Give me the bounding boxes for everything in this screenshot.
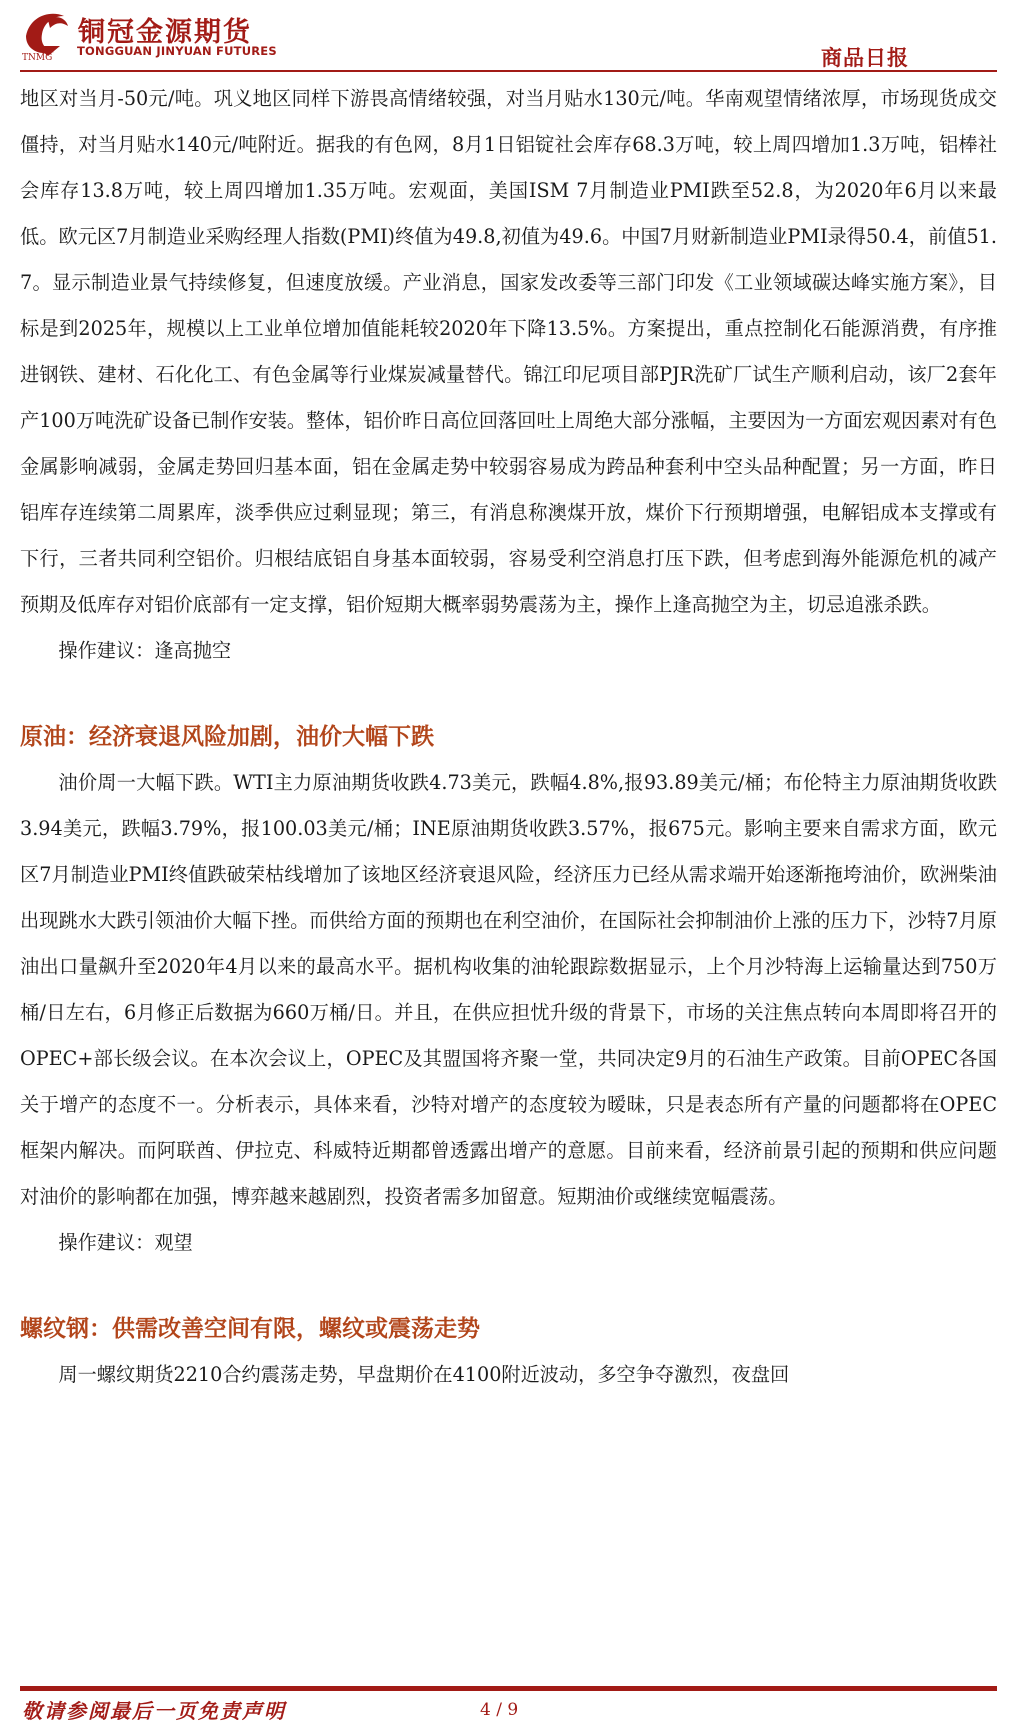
- aluminum-advice: 操作建议：逢高抛空: [58, 639, 232, 662]
- company-name-en: TONGGUAN JINYUAN FUTURES: [77, 44, 277, 58]
- company-name-cn: 铜冠金源期货: [78, 17, 252, 48]
- crude-section-title: 原油：经济衰退风险加剧，油价大幅下跌: [20, 724, 434, 750]
- report-type: 商品日报: [821, 46, 909, 70]
- crude-advice: 操作建议：观望: [58, 1231, 193, 1254]
- section-spacer: [20, 1266, 997, 1306]
- aluminum-paragraph: 地区对当月-50元/吨。巩义地区同样下游畏高情绪较强，对当月贴水130元/吨。华南观望情绪浓厚，市场现货成交僵持，对当月贴水140元/吨附近。据我的有色网，8月1日铝锭社会库存68.3万吨，较上周四增加1.3万吨，铝棒社会库存13.8万吨，较上周四增加1.35万吨。宏观面，美国ISM 7月制造业PMI跌至52.8，为2020年6月以来最低。欧元区7月制造业采购经理人指数(PMI)终值为49.8,初值为49.6。中国7月财新制造业PMI录得50.4，前值51.7。显示制造业景气持续修复，但速度放缓。产业消息，国家发改委等三部门印发《工业领域碳达峰实施方案》，目标是到2025年，规模以上工业单位增加值能耗较2020年下降13.5%。方案提出，重点控制化石能源消费，有序推进钢铁、建材、石化化工、有色金属等行业煤炭减量替代。锦江印尼项目部PJR洗矿厂试生产顺利启动，该厂2套年产100万吨洗矿设备已制作安装。整体，铝价昨日高位回落回吐上周绝大部分涨幅，主要因为一方面宏观因素对有色金属影响减弱，金属走势回归基本面，铝在金属走势中较弱容易成为跨品种套利中空头品种配置；另一方面，昨日铝库存连续第二周累库，淡季供应过剩显现；第三，有消息称澳煤开放，煤价下行预期增强，电解铝成本支撑或有下行，三者共同利空铝价。归根结底铝自身基本面较弱，容易受利空消息打压下跌，但考虑到海外能源危机的减产预期及低库存对铝价底部有一定支撑，铝价短期大概率弱势震荡为主，操作上逢高抛空为主，切忌追涨杀跌。: [20, 87, 997, 616]
- page-header: [0, 0, 1017, 80]
- section-spacer: [20, 674, 997, 714]
- company-abbr: TNMG: [22, 53, 53, 63]
- footer-divider: [20, 1686, 997, 1691]
- rebar-paragraph: 周一螺纹期货2210合约震荡走势，早盘期价在4100附近波动，多空争夺激烈，夜盘回: [58, 1363, 790, 1386]
- page-number: 4 / 9: [480, 1700, 519, 1720]
- crude-paragraph: 油价周一大幅下跌。WTI主力原油期货收跌4.73美元，跌幅4.8%,报93.89美元/桶；布伦特主力原油期货收跌3.94美元，跌幅3.79%，报100.03美元/桶；INE原油期货收跌3.57%，报675元。影响主要来自需求方面，欧元区7月制造业PMI终值跌破荣枯线增加了该地区经济衰退风险，经济压力已经从需求端开始逐渐拖垮油价，欧洲柴油出现跳水大跌引领油价大幅下挫。而供给方面的预期也在利空油价，在国际社会抑制油价上涨的压力下，沙特7月原油出口量飙升至2020年4月以来的最高水平。据机构收集的油轮跟踪数据显示，上个月沙特海上运输量达到750万桶/日左右，6月修正后数据为660万桶/日。并且，在供应担忧升级的背景下，市场的关注焦点转向本周即将召开的OPEC+部长级会议。在本次会议上，OPEC及其盟国将齐聚一堂，共同决定9月的石油生产政策。目前OPEC各国关于增产的态度不一。分析表示，具体来看，沙特对增产的态度较为暧昧，只是表态所有产量的问题都将在OPEC框架内解决。而阿联酋、伊拉克、科威特近期都曾透露出增产的意愿。目前来看，经济前景引起的预期和供应问题对油价的影响都在加强，博弈越来越剧烈，投资者需多加留意。短期油价或继续宽幅震荡。: [20, 771, 997, 1208]
- report-body: [20, 76, 997, 1398]
- header-divider: [20, 70, 997, 72]
- rebar-section-title: 螺纹钢：供需改善空间有限，螺纹或震荡走势: [20, 1316, 480, 1342]
- disclaimer-note: 敬请参阅最后一页免责声明: [22, 1699, 286, 1723]
